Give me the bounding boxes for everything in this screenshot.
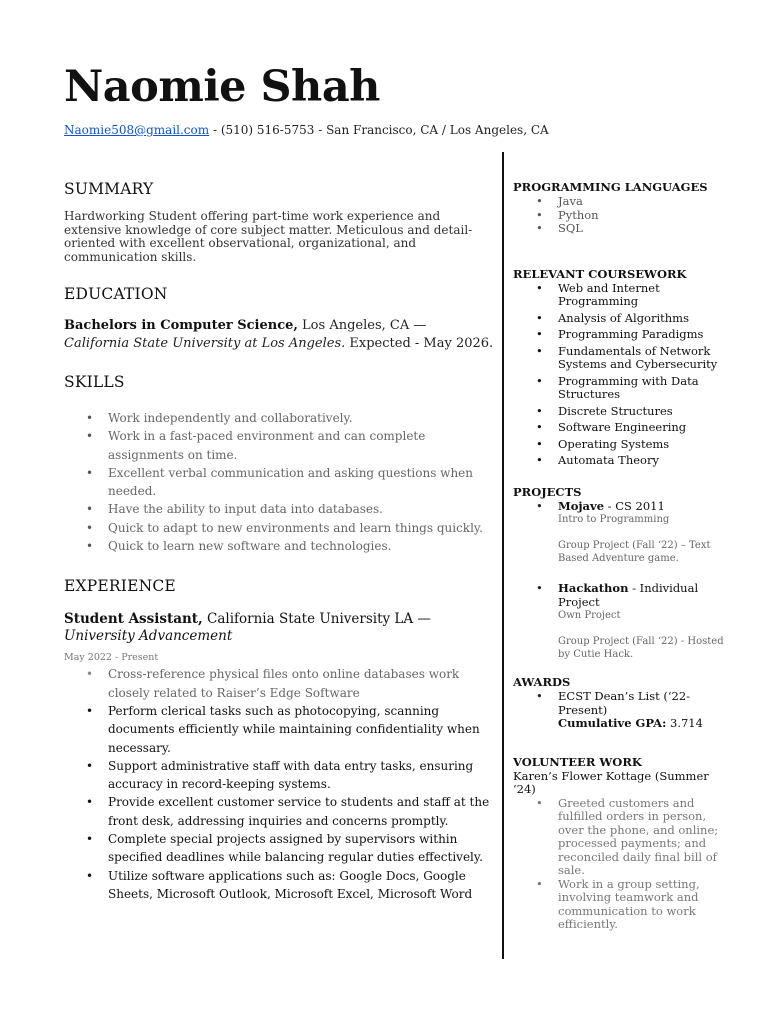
experience-item: • Support administrative staff with data entry tasks, ensuring accuracy in record-keeping systems. (108, 757, 496, 794)
project-title (558, 500, 728, 514)
skills-section (64, 371, 496, 555)
languages-heading: PROGRAMMING LANGUAGES (513, 180, 708, 194)
award-item (558, 690, 728, 731)
school-name: California State University at Los Angeles. (64, 336, 346, 351)
project-item (558, 582, 728, 661)
left-column (64, 178, 496, 903)
language-item: • Java (558, 195, 728, 209)
project-subtitle: Intro to Programming (558, 514, 670, 525)
awards-section (513, 675, 728, 731)
degree-name: Bachelors in Computer Science, (64, 318, 298, 333)
language-item: • SQL (558, 222, 728, 236)
gpa-label: Cumulative GPA: (558, 716, 667, 730)
coursework-heading: RELEVANT COURSEWORK (513, 266, 687, 281)
course-item: • Discrete Structures (558, 405, 728, 422)
course-item: • Software Engineering (558, 421, 728, 438)
projects-section (513, 485, 728, 662)
project-course: - CS 2011 (604, 498, 665, 513)
skill-item: • Have the ability to input data into databases. (108, 500, 496, 518)
awards-list (513, 690, 728, 731)
projects-list (513, 500, 728, 662)
course-item: • Programming Paradigms (558, 328, 728, 345)
gpa-line (558, 717, 728, 731)
awards-heading: AWARDS (513, 675, 571, 689)
coursework-section (513, 267, 728, 471)
job-role: Student Assistant, (64, 611, 203, 628)
volunteer-list (513, 797, 728, 932)
education-school-line (64, 335, 496, 353)
experience-section (64, 575, 496, 903)
experience-item: • Perform clerical tasks such as photocopying, scanning documents efficiently while maintaining confidentiality when necessary. (108, 702, 496, 757)
experience-heading: EXPERIENCE (64, 577, 176, 596)
contact-line (64, 123, 549, 137)
experience-item: • Complete special projects assigned by supervisors within specified deadlines while balancing regular duties effectively. (108, 830, 496, 867)
volunteer-item: • Work in a group setting, involving teamwork and communication to work efficiently. (558, 878, 728, 932)
education-degree-line (64, 317, 496, 335)
course-item: • Web and Internet Programming (558, 282, 728, 312)
language-item: • Python (558, 209, 728, 223)
course-item: • Fundamentals of Network Systems and Cybersecurity (558, 345, 728, 375)
project-subtitle: Own Project (558, 610, 621, 621)
project-description: Group Project (Fall ‘22) - Hosted by Cutie Hack. (558, 636, 724, 660)
project-name: Hackathon (558, 581, 629, 595)
skill-item: • Work independently and collaboratively. (108, 409, 496, 427)
job-org: California State University LA — (202, 611, 431, 628)
job-date: May 2022 - Present (64, 652, 159, 664)
skill-item: • Quick to adapt to new environments and learn things quickly. (108, 519, 496, 537)
summary-text: Hardworking Student offering part-time work experience and extensive knowledge of core subject matter. Meticulous and detail-oriented with excellent observational, organizational, and communication skills. (64, 209, 473, 264)
skill-item: • Quick to learn new software and technologies. (108, 537, 496, 555)
experience-item: • Provide excellent customer service to students and staff at the front desk, addressing inquiries and concerns promptly. (108, 793, 496, 830)
project-course: - Individual Project (558, 581, 699, 609)
email-link[interactable]: Naomie508@gmail.com (64, 123, 210, 137)
course-item: • Analysis of Algorithms (558, 312, 728, 329)
course-item: • Programming with Data Structures (558, 375, 728, 405)
course-item: • Automata Theory (558, 454, 728, 471)
skills-heading: SKILLS (64, 373, 125, 391)
course-item: • Operating Systems (558, 438, 728, 455)
volunteer-heading: VOLUNTEER WORK (513, 754, 642, 769)
column-divider (502, 152, 504, 959)
project-description: Group Project (Fall ‘22) – Text Based Adventure game. (558, 540, 711, 564)
expected-graduation: Expected - May 2026. (345, 336, 494, 351)
project-title (558, 582, 728, 609)
education-section (64, 283, 496, 353)
skills-list (64, 409, 496, 555)
job-department: University Advancement (64, 628, 233, 645)
summary-section (64, 178, 496, 264)
experience-list (64, 665, 496, 903)
education-location: Los Angeles, CA — (297, 318, 427, 333)
volunteer-organization: Karen’s Flower Kottage (Summer ‘24) (513, 768, 709, 796)
languages-list (513, 195, 728, 236)
project-item (558, 500, 728, 566)
award-name: • ECST Dean’s List (‘22-Present) (558, 689, 691, 717)
education-heading: EDUCATION (64, 285, 168, 303)
volunteer-item: • Greeted customers and fulfilled orders in person, over the phone, and online; processed payments; and reconciled daily final bill of sale. (558, 797, 728, 878)
languages-section (513, 180, 728, 236)
job-title-line (64, 611, 496, 628)
gpa-value: 3.714 (666, 716, 703, 730)
projects-heading: PROJECTS (513, 484, 582, 499)
right-column (513, 180, 728, 932)
experience-item: • Cross-reference physical files onto online databases work closely related to Raiser’s Edge Software (108, 665, 496, 702)
contact-details: - (510) 516-5753 - San Francisco, CA / Los Angeles, CA (209, 123, 549, 137)
experience-item: • Utilize software applications such as: Google Docs, Google Sheets, Microsoft Outlook, Microsoft Excel, Microsoft Word (108, 867, 496, 904)
summary-heading: SUMMARY (64, 180, 154, 198)
skill-item: • Excellent verbal communication and asking questions when needed. (108, 464, 496, 501)
project-name: Mojave (558, 498, 605, 513)
skill-item: • Work in a fast-paced environment and can complete assignments on time. (108, 427, 496, 464)
volunteer-section (513, 755, 728, 932)
candidate-name: Naomie Shah (64, 62, 380, 112)
coursework-list (513, 282, 728, 471)
